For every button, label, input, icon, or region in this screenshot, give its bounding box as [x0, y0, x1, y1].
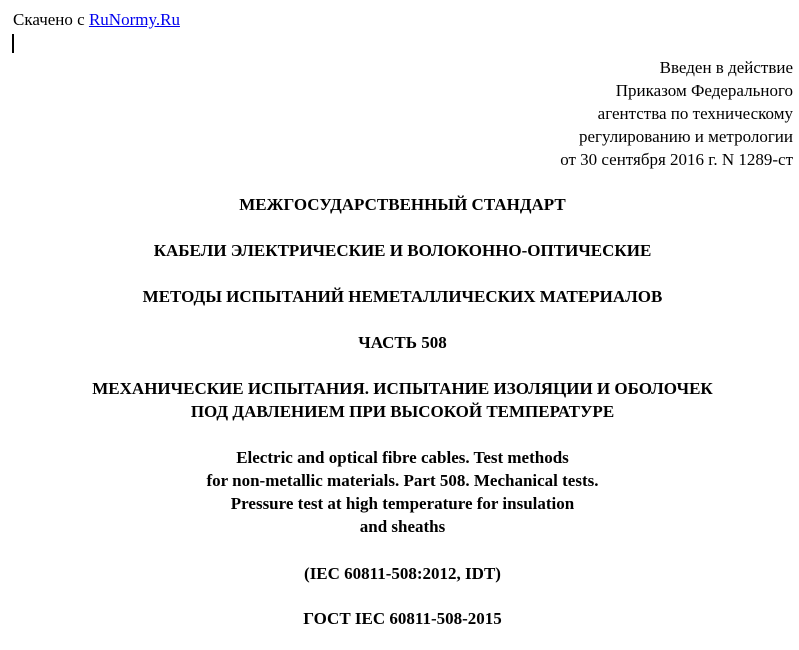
title-english-line: Electric and optical fibre cables. Test methods [236, 448, 569, 467]
title-english-line: Pressure test at high temperature for insulation [230, 494, 575, 513]
introduction-line: Введен в действие [659, 58, 793, 77]
title-english-line: for non-metallic materials. Part 508. Mechanical tests. [206, 471, 599, 490]
source-prefix: Скачено с [13, 10, 89, 29]
iec-reference: (IEC 60811-508:2012, IDT) [304, 564, 501, 583]
introduction-line: Приказом Федерального [615, 81, 793, 100]
standard-designation: ГОСТ IEC 60811-508-2015 [303, 609, 502, 628]
title-methods: МЕТОДЫ ИСПЫТАНИЙ НЕМЕТАЛЛИЧЕСКИХ МАТЕРИАЛОВ [142, 287, 663, 306]
standard-type-heading: МЕЖГОСУДАРСТВЕННЫЙ СТАНДАРТ [239, 195, 566, 214]
title-english-line: and sheaths [359, 517, 446, 536]
introduction-line: регулированию и метрологии [578, 127, 793, 146]
introduction-line: от 30 сентября 2016 г. N 1289-ст [560, 150, 793, 169]
title-sub-line: МЕХАНИЧЕСКИЕ ИСПЫТАНИЯ. ИСПЫТАНИЕ ИЗОЛЯЦИИ И ОБОЛОЧЕК [92, 379, 713, 398]
introduction-block [393, 56, 793, 171]
title-main: КАБЕЛИ ЭЛЕКТРИЧЕСКИЕ И ВОЛОКОННО-ОПТИЧЕСКИЕ [153, 241, 652, 260]
introduction-line: агентства по техническому [597, 104, 793, 123]
title-part: ЧАСТЬ 508 [358, 333, 447, 352]
title-sub-line: ПОД ДАВЛЕНИЕМ ПРИ ВЫСОКОЙ ТЕМПЕРАТУРЕ [190, 402, 615, 421]
source-line [13, 9, 180, 31]
text-cursor [12, 34, 14, 53]
source-link[interactable]: RuNormy.Ru [88, 10, 180, 29]
